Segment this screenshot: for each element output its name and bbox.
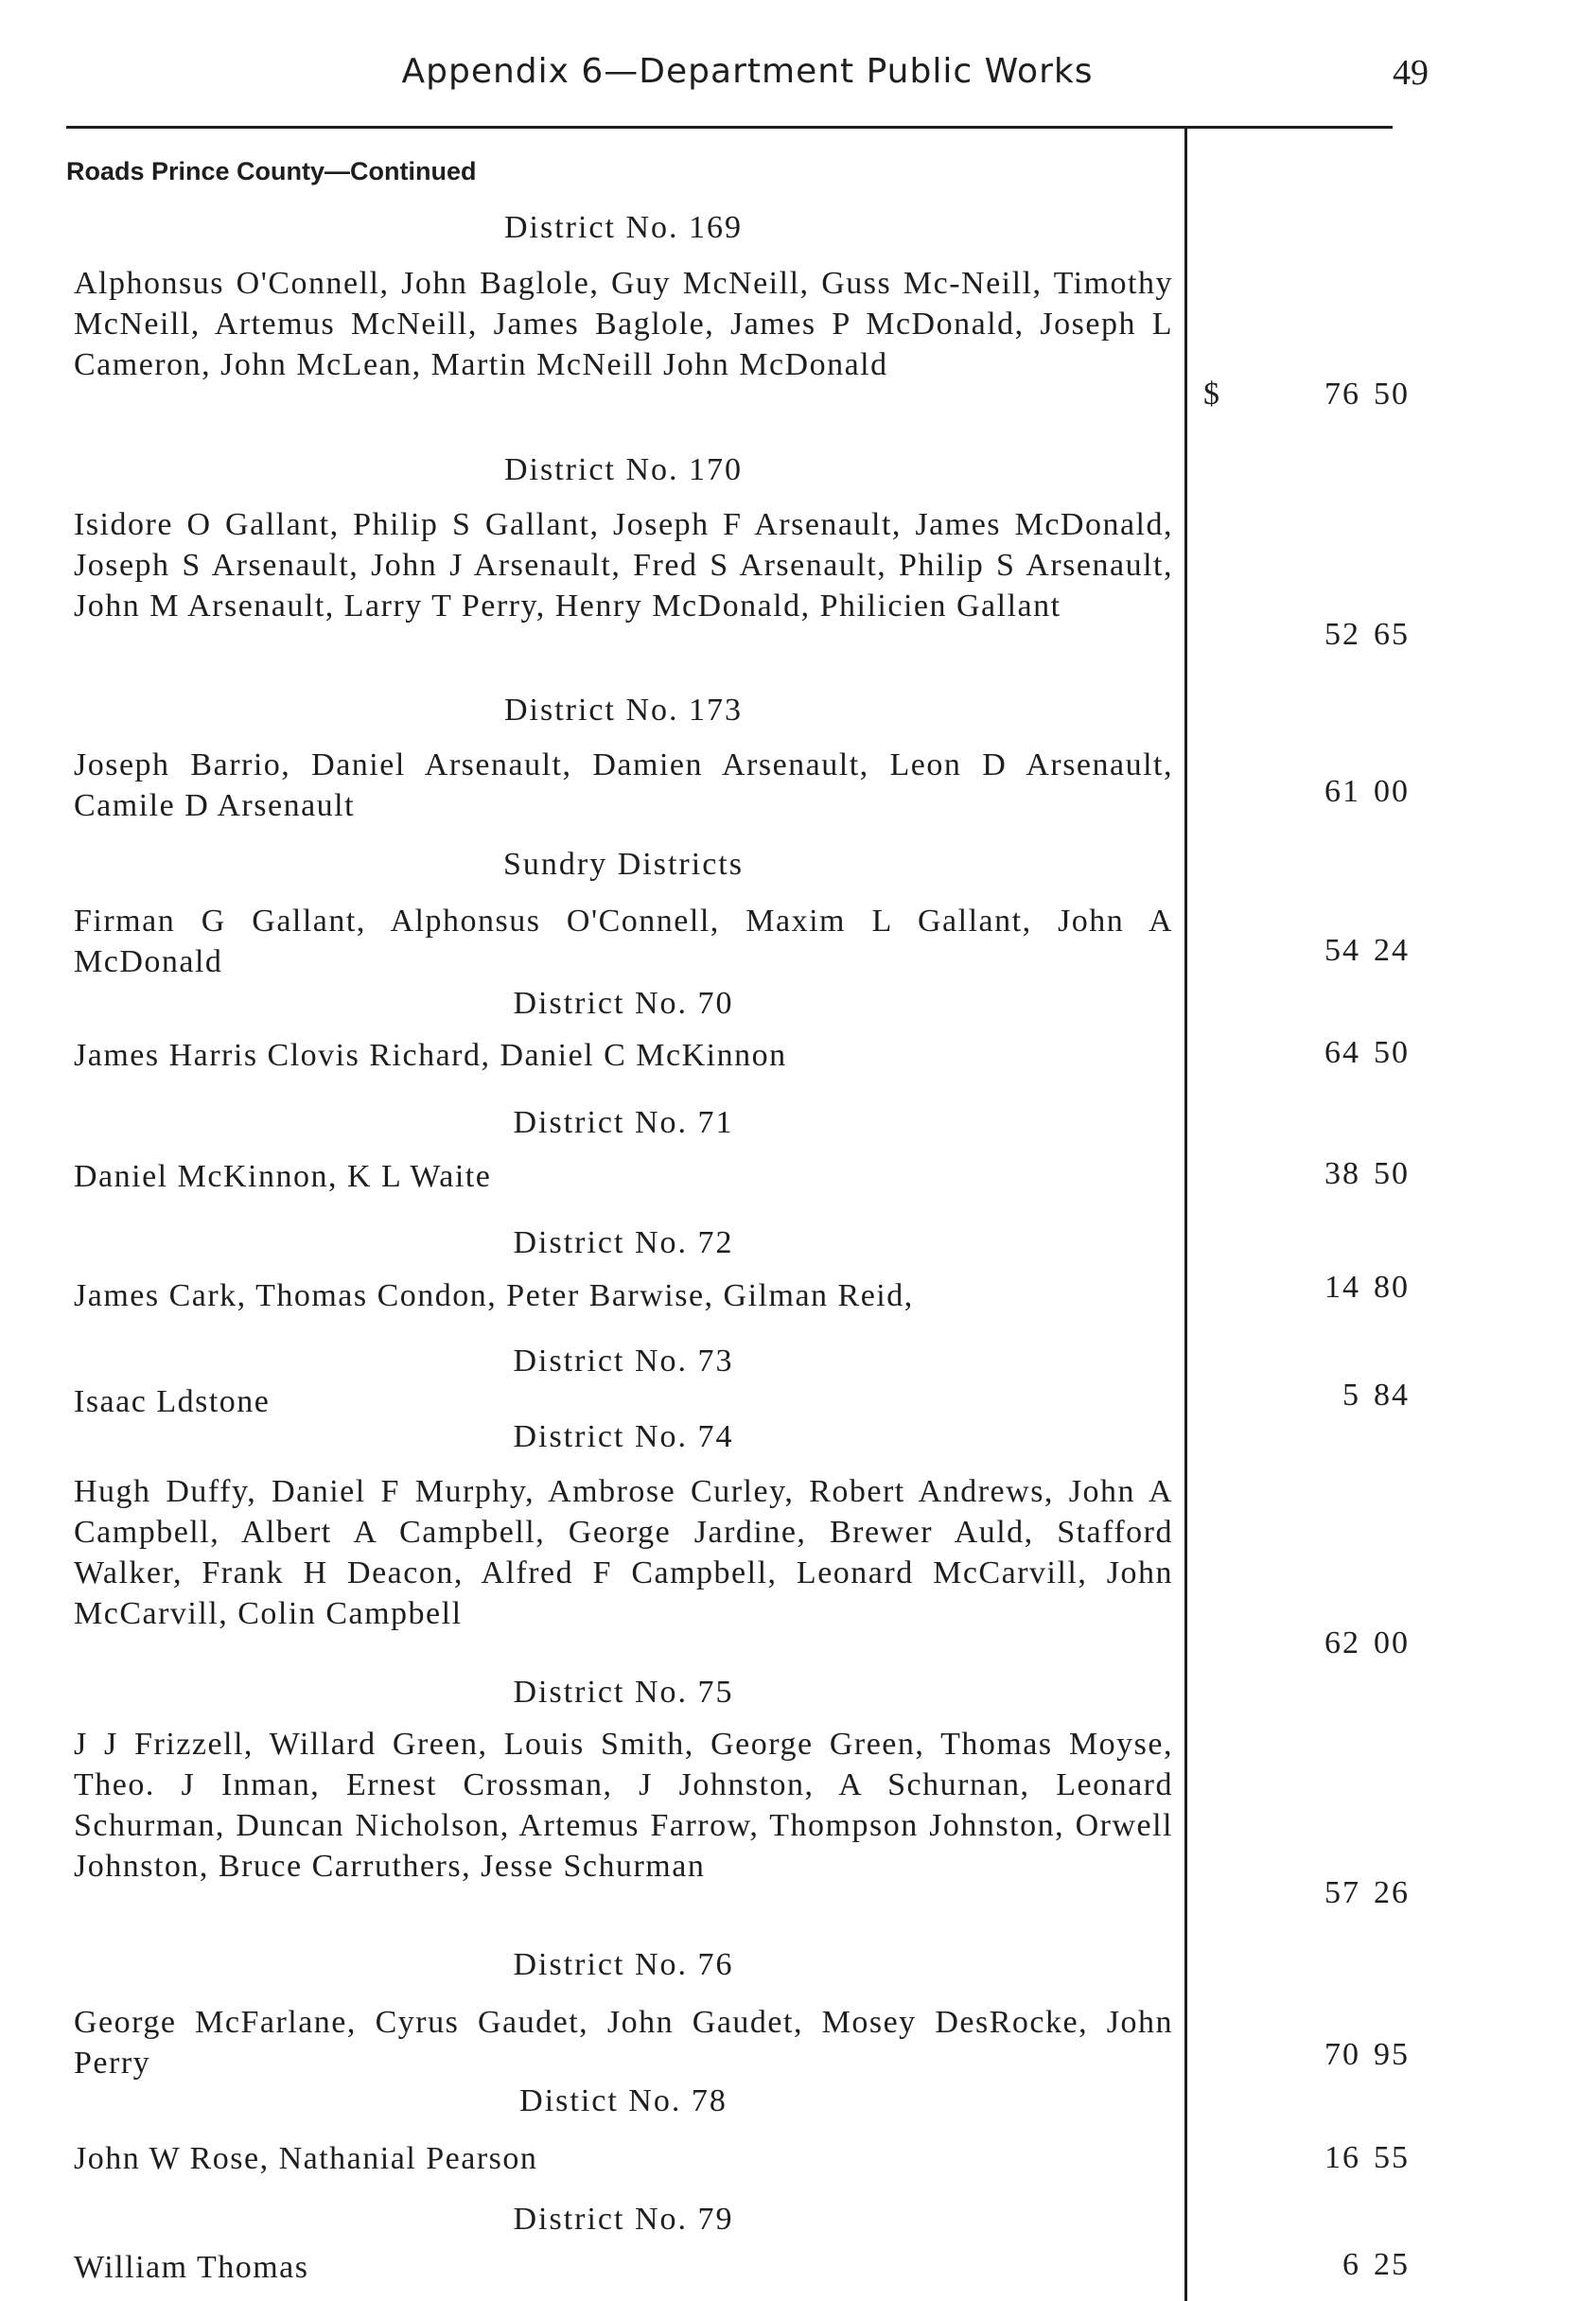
amount-cents: 26 [1374,1875,1410,1910]
amount-dollars: 38 [1324,1156,1360,1191]
amount-cents: 84 [1374,1378,1410,1413]
running-head: Appendix 6—Department Public Works [401,52,1094,91]
amount [1258,1156,1410,1192]
amount [1258,1378,1410,1414]
names-list: William Thomas [74,2250,309,2285]
amount-cents: 00 [1374,774,1410,809]
amount [1258,617,1410,653]
amount-dollars: 62 [1324,1625,1360,1660]
amount-cents: 95 [1374,2037,1410,2072]
district-heading: District No. 75 [513,1675,734,1710]
amount [1258,933,1410,969]
district-heading: Sundry Districts [503,847,744,882]
district-heading: District No. 70 [513,986,734,1021]
names-list: Alphonsus O'Connell, John Baglole, Guy McNeill, Guss Mc-Neill, Timothy McNeill, Artemus McNeill, James Baglole, James P McDonald, Joseph L Cameron, John McLean, Martin McNeill John McDonald [74,266,1173,382]
amount-cents: 65 [1374,617,1410,652]
district-heading: District No. 173 [503,693,744,728]
amount [1258,774,1410,810]
amount-dollars: 6 [1342,2247,1360,2282]
district-heading: Distict No. 78 [519,2083,728,2118]
amount-cents: 25 [1374,2247,1410,2282]
names-list: Joseph Barrio, Daniel Arsenault, Damien Arsenault, Leon D Arsenault, Camile D Arsenault [74,747,1173,823]
amount-dollars: 61 [1324,774,1360,809]
amount-cents: 50 [1374,1035,1410,1070]
amount-column-rule [1184,129,1187,2301]
amount [1258,1035,1410,1071]
currency-symbol: $ [1203,377,1219,412]
district-heading: District No. 71 [513,1105,734,1140]
amount [1258,2037,1410,2073]
names-list: James Cark, Thomas Condon, Peter Barwise, Gilman Reid, [74,1278,914,1313]
names-list: Daniel McKinnon, K L Waite [74,1159,492,1194]
amount [1258,2247,1410,2283]
amount-cents: 80 [1374,1270,1410,1305]
names-list: George McFarlane, Cyrus Gaudet, John Gaudet, Mosey DesRocke, John Perry [74,2005,1173,2081]
amount-dollars: 14 [1324,1270,1360,1305]
amount [1258,1625,1410,1661]
district-heading: District No. 73 [513,1344,734,1379]
district-heading: District No. 74 [513,1419,734,1454]
names-list: Isaac Ldstone [74,1384,271,1419]
names-list: Firman G Gallant, Alphonsus O'Connell, Maxim L Gallant, John A McDonald [74,904,1173,979]
page-number: 49 [1393,53,1429,93]
amount [1258,377,1410,413]
amount-dollars: 5 [1342,1378,1360,1413]
amount [1258,2140,1410,2176]
names-list: Hugh Duffy, Daniel F Murphy, Ambrose Curley, Robert Andrews, John A Campbell, Albert A Campbell, George Jardine, Brewer Auld, Stafford Walker, Frank H Deacon, Alfred F Campbell, Leonard McCarvill, John McCarvill, Colin Campbell [74,1474,1173,1631]
district-heading: District No. 79 [513,2202,734,2237]
header-rule [66,126,1393,129]
district-heading: District No. 170 [503,452,744,487]
amount-dollars: 76 [1324,377,1360,412]
section-title: Roads Prince County—Continued [66,157,477,185]
amount-dollars: 54 [1324,933,1360,968]
district-heading: District No. 76 [513,1947,734,1982]
amount-dollars: 52 [1324,617,1360,652]
amount-dollars: 70 [1324,2037,1360,2072]
amount-cents: 24 [1374,933,1410,968]
names-list: John W Rose, Nathanial Pearson [74,2141,538,2176]
amount-dollars: 64 [1324,1035,1360,1070]
amount-cents: 50 [1374,377,1410,412]
amount-cents: 55 [1374,2140,1410,2175]
district-heading: District No. 169 [503,210,744,245]
amount-dollars: 57 [1324,1875,1360,1910]
amount-cents: 50 [1374,1156,1410,1191]
names-list: James Harris Clovis Richard, Daniel C McKinnon [74,1038,787,1073]
names-list: J J Frizzell, Willard Green, Louis Smith, George Green, Thomas Moyse, Theo. J Inman, Ernest Crossman, J Johnston, A Schurnan, Leonard Schurman, Duncan Nicholson, Artemus Farrow, Thompson Johnston, Orwell Johnston, Bruce Carruthers, Jesse Schurman [74,1727,1173,1884]
amount-cents: 00 [1374,1625,1410,1660]
district-heading: District No. 72 [513,1225,734,1260]
amount-dollars: 16 [1324,2140,1360,2175]
names-list: Isidore O Gallant, Philip S Gallant, Joseph F Arsenault, James McDonald, Joseph S Arsenault, John J Arsenault, Fred S Arsenault, Philip S Arsenault, John M Arsenault, Larry T Perry, Henry McDonald, Philicien Gallant [74,507,1173,624]
amount [1258,1875,1410,1911]
amount [1258,1270,1410,1306]
